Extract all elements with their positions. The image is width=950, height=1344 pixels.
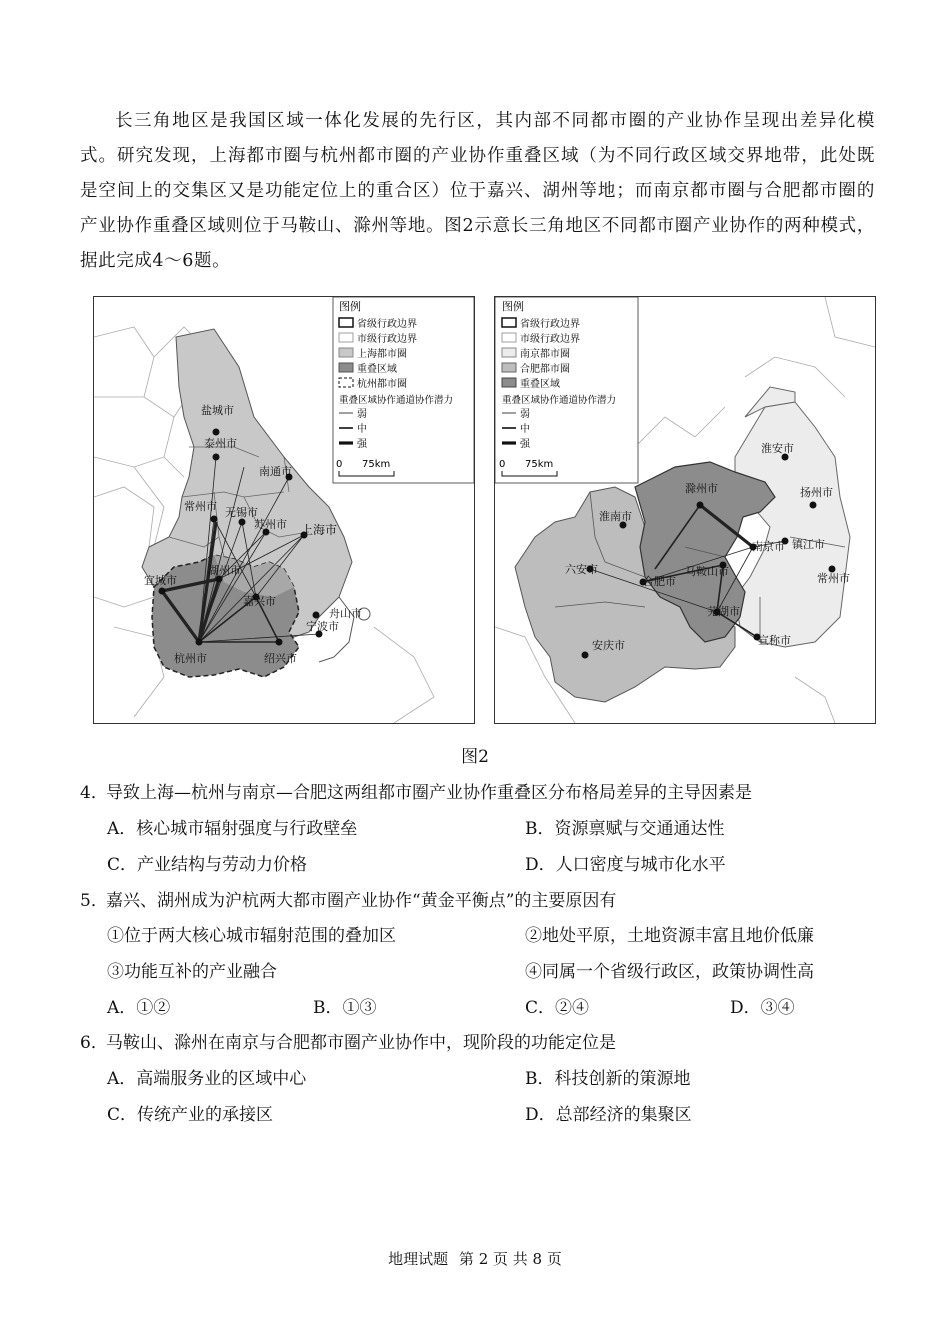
question-stem: 嘉兴、湖州成为沪杭两大都市圈产业协作“黄金平衡点”的主要原因有	[106, 891, 617, 911]
legend-item: 市级行政边界	[520, 334, 580, 345]
legend-item: 上海都市圈	[357, 349, 407, 360]
legend-item: 市级行政边界	[357, 334, 417, 345]
statement-4: ④同属一个省级行政区，政策协调性高	[525, 962, 814, 982]
option-a[interactable]: A．①②	[107, 998, 171, 1018]
right-legend	[495, 297, 638, 483]
city-label: 南通市	[259, 465, 292, 478]
question-number: 4．	[80, 783, 108, 803]
city-label: 无锡市	[225, 506, 258, 519]
question-stem: 马鞍山、滁州在南京与合肥都市圈产业协作中，现阶段的功能定位是	[106, 1033, 616, 1053]
option-b[interactable]: B．科技创新的策源地	[525, 1069, 691, 1089]
option-a[interactable]: A．高端服务业的区域中心	[107, 1069, 307, 1089]
statement-3: ③功能互补的产业融合	[107, 962, 277, 982]
legend-line-medium: 中	[357, 424, 367, 435]
city-label: 上海市	[301, 523, 338, 537]
city-label: 淮南市	[599, 510, 632, 523]
legend-item: 杭州都市圈	[357, 379, 407, 390]
option-c[interactable]: C．产业结构与劳动力价格	[107, 855, 308, 875]
map-nanjing-hefei	[494, 296, 876, 724]
scale-zero: 0	[499, 459, 506, 470]
city-label: 绍兴市	[264, 652, 297, 665]
question-stem: 导致上海—杭州与南京—合肥这两组都市圈产业协作重叠区分布格局差异的主导因素是	[106, 783, 752, 803]
map-shanghai-hangzhou	[93, 296, 475, 724]
legend-lines-title: 重叠区域协作通道协作潜力	[339, 395, 454, 406]
scale-label: 75km	[525, 459, 554, 470]
city-label: 宣称市	[758, 634, 791, 647]
city-label: 合肥市	[643, 575, 676, 588]
city-label: 镇江市	[792, 538, 825, 551]
city-label: 扬州市	[800, 486, 833, 499]
question-number: 6．	[80, 1033, 108, 1053]
statement-2: ②地处平原，土地资源丰富且地价低廉	[525, 926, 814, 946]
city-label: 宁波市	[306, 620, 339, 633]
legend-line-strong: 强	[357, 439, 367, 450]
legend-line-weak: 弱	[357, 409, 367, 420]
statement-1: ①位于两大核心城市辐射范围的叠加区	[107, 926, 396, 946]
scale-label: 75km	[362, 459, 391, 470]
city-label: 常州市	[184, 500, 217, 513]
intro-paragraph: 长三角地区是我国区域一体化发展的先行区，其内部不同都市圈的产业协作呈现出差异化模式。研究发现，上海都市圈与杭州都市圈的产业协作重叠区域（为不同行政区域交界地带，此处既是空间上的交集区又是功能定位上的重合区）位于嘉兴、湖州等地；而南京都市圈与合肥都市圈的产业协作重叠区域则位于马鞍山、滁州等地。图2示意长三角地区不同都市圈产业协作的两种模式，据此完成4～6题。	[80, 111, 875, 271]
city-label: 芜湖市	[707, 605, 740, 618]
legend-lines-title: 重叠区域协作通道协作潜力	[502, 395, 617, 406]
legend-title: 图例	[339, 300, 361, 313]
option-d[interactable]: D．总部经济的集聚区	[525, 1105, 692, 1125]
legend-item: 南京都市圈	[520, 349, 570, 360]
left-legend	[333, 297, 474, 483]
city-label: 苏州市	[254, 518, 287, 531]
option-b[interactable]: B．①③	[313, 998, 377, 1018]
city-label: 滁州市	[685, 482, 718, 495]
legend-line-strong: 强	[520, 439, 530, 450]
map-left-svg	[94, 297, 474, 723]
footer-page-number: 第 2 页 共 8 页	[458, 1250, 562, 1268]
option-c[interactable]: C．②④	[525, 998, 590, 1018]
question-5	[80, 886, 880, 911]
legend-line-medium: 中	[520, 424, 530, 435]
footer-subject: 地理试题	[388, 1250, 449, 1268]
city-label: 盐城市	[201, 404, 234, 417]
page-footer	[0, 1248, 950, 1269]
city-label: 泰州市	[204, 437, 237, 450]
option-c[interactable]: C．传统产业的承接区	[107, 1105, 274, 1125]
city-label: 马鞍山市	[685, 565, 729, 578]
legend-title: 图例	[502, 300, 524, 313]
city-label: 嘉兴市	[243, 595, 276, 608]
option-b[interactable]: B．资源禀赋与交通通达性	[525, 819, 725, 839]
scale-zero: 0	[336, 459, 343, 470]
question-number: 5．	[80, 891, 108, 911]
city-label: 杭州市	[174, 652, 207, 665]
legend-item: 重叠区域	[520, 379, 560, 390]
legend-item: 省级行政边界	[357, 319, 417, 330]
legend-line-weak: 弱	[520, 409, 530, 420]
legend-item: 合肥都市圈	[520, 364, 570, 375]
legend-item: 重叠区域	[357, 364, 397, 375]
city-label: 舟山市	[329, 607, 362, 620]
option-d[interactable]: D．人口密度与城市化水平	[525, 855, 726, 875]
city-label: 宜城市	[144, 574, 177, 587]
city-label: 常州市	[817, 572, 850, 585]
question-4	[80, 778, 880, 803]
city-label: 淮安市	[761, 442, 794, 455]
city-label: 南京市	[752, 540, 785, 553]
map-right-svg	[495, 297, 875, 723]
city-label: 六安市	[565, 563, 598, 576]
city-label: 湖州市	[208, 564, 241, 577]
legend-item: 省级行政边界	[520, 319, 580, 330]
option-d[interactable]: D．③④	[730, 998, 795, 1018]
nanjing-circle-area	[735, 402, 850, 647]
city-label: 安庆市	[592, 639, 625, 652]
question-6	[80, 1028, 880, 1053]
figure-caption: 图2	[461, 747, 489, 767]
option-a[interactable]: A．核心城市辐射强度与行政壁垒	[107, 819, 358, 839]
